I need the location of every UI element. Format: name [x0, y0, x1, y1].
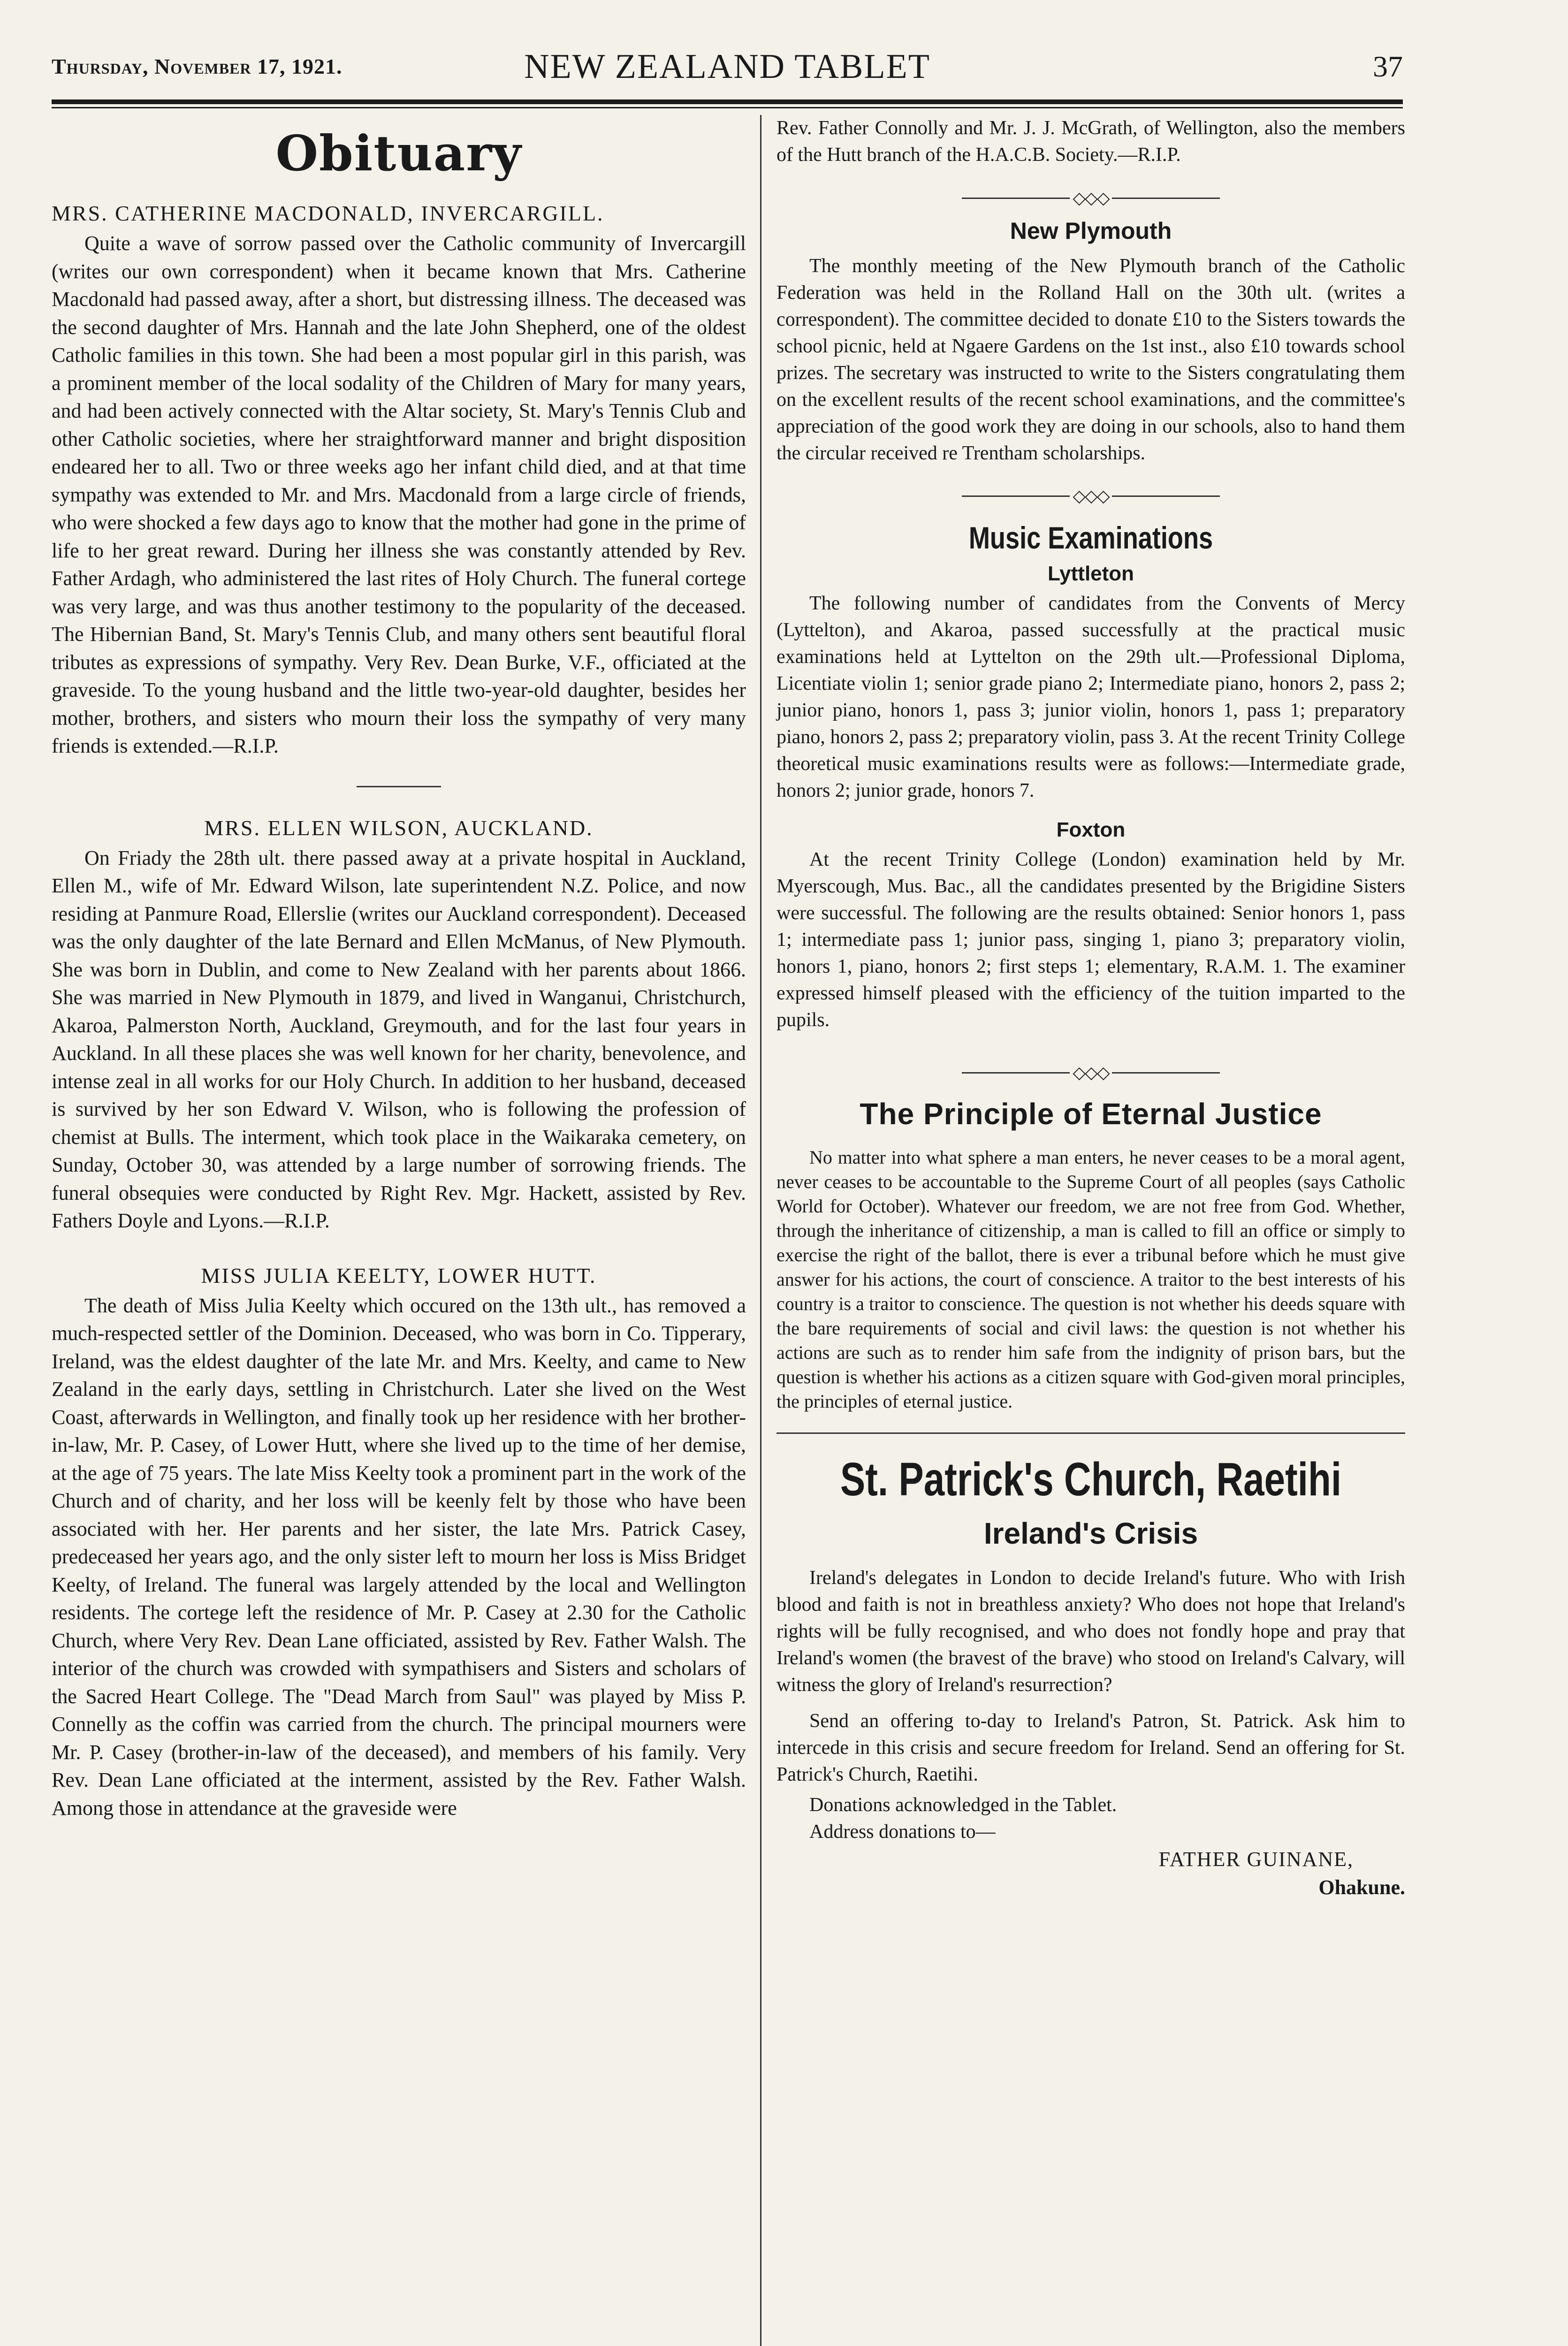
irelands-crisis-title: Ireland's Crisis	[983, 1516, 1198, 1550]
signature-place: Ohakune.	[1318, 1875, 1405, 1899]
signature-name: FATHER GUINANE,	[1158, 1847, 1354, 1871]
obituary-title: Obituary	[275, 124, 522, 182]
obituary-heading-wilson: MRS. ELLEN WILSON, AUCKLAND.	[204, 815, 594, 840]
ornament-divider: ◇◇◇	[776, 187, 1405, 208]
right-column	[776, 115, 1405, 1902]
obituary-body-wilson: On Friady the 28th ult. there passed away at a private hospital in Auckland, Ellen M., wife of Mr. Edward Wilson, late superintendent N.Z. Police, and now residing at Panmure Road, Ellerslie (writes our Auckland correspondent). Deceased was the only daughter of the late Bernard and Ellen McManus, of New Plymouth. She was born in Dublin, and come to New Zealand with her parents about 1866. She was married in New Plymouth in 1879, and lived in Wanganui, Christchurch, Akaroa, Palmerston North, Auckland, Greymouth, and for the last four years in Auckland. In all these places she was well known for her charity, benevolence, and intense zeal in all works for our Holy Church. In addition to her husband, deceased is survived by her son Edward V. Wilson, who is following the profession of chemist at Bulls. The interment, which took place in the Waikaraka cemetery, on Sunday, October 30, was attended by a large number of sorrowing friends. The funeral obsequies were conducted by Right Rev. Mgr. Hackett, assisted by Rev. Fathers Doyle and Lyons.—R.I.P.	[52, 846, 746, 1232]
eternal-justice-title: The Principle of Eternal Justice	[860, 1097, 1322, 1131]
music-examinations-title: Music Examinations	[968, 520, 1213, 555]
obituary-heading-macdonald: MRS. CATHERINE MACDONALD, INVERCARGILL.	[52, 201, 604, 225]
raetihi-para-3: Donations acknowledged in the Tablet.	[809, 1794, 1117, 1816]
lyttleton-title: Lyttleton	[1047, 562, 1134, 585]
spacer	[52, 1235, 746, 1263]
ornament-divider: ◇◇◇	[776, 1062, 1405, 1082]
page-header	[52, 45, 1403, 96]
obituary-heading-keelty: MISS JULIA KEELTY, LOWER HUTT.	[201, 1263, 597, 1287]
raetihi-title: St. Patrick's Church, Raetihi	[840, 1453, 1342, 1506]
new-plymouth-body: The monthly meeting of the New Plymouth branch of the Catholic Federation was held in the Rolland Hall on the 30th ult. (writes a correspondent). The committee decided to donate £10 to the Sisters towards the school picnic, held at Ngaere Gardens on the 1st inst., also £10 towards school prizes. The secretary was instructed to write to the Sisters congratulating them on the excellent results of the recent school examinations, and the committee's appreciation of the good work they are doing in our schools, also to hand them the circular received re Trentham scholarships.	[776, 255, 1405, 464]
raetihi-para-2: Send an offering to-day to Ireland's Patron, St. Patrick. Ask him to intercede in this crisis and secure freedom for Ireland. Send an offering for St. Patrick's Church, Raetihi.	[776, 1710, 1405, 1785]
new-plymouth-title: New Plymouth	[1010, 217, 1172, 244]
obituary-body-macdonald: Quite a wave of sorrow passed over the Catholic community of Invercargill (writes our own correspondent) when it became known that Mrs. Catherine Macdonald had passed away, after a short, but distressing illness. The deceased was the second daughter of Mrs. Hannah and the late John Shepherd, one of the oldest Catholic families in this town. She had been a most popular girl in this parish, was a prominent member of the local sodality of the Children of Mary for many years, and had been actively connected with the Altar society, St. Mary's Tennis Club and other Catholic societies, where her straightforward manner and bright disposition endeared her to all. Two or three weeks ago her infant child died, and at that time sympathy was extended to Mr. and Mrs. Macdonald from a large circle of friends, who were shocked a few days ago to know that the mother had gone in the prime of life to her great reward. During her illness she was constantly attended by Rev. Father Ardagh, who administered the last rites of Holy Church. The funeral cortege was very large, and was thus another testimony to the popularity of the deceased. The Hibernian Band, St. Mary's Tennis Club, and many others sent beautiful floral tributes as expressions of sympathy. Very Rev. Dean Burke, V.F., officiated at the graveside. To the young husband and the little two-year-old daughter, besides her mother, brothers, and sisters who mourn their loss the sympathy of very many friends is extended.—R.I.P.	[52, 232, 746, 757]
header-date: Thursday, November 17, 1921.	[52, 54, 343, 78]
raetihi-para-1: Ireland's delegates in London to decide Ireland's future. Who with Irish blood and faith is not in breathless anxiety? Who does not hope that Ireland's rights will be fully recognised, and who does not fondly hope and pray that Ireland's women (the bravest of the brave) who stood on Ireland's Calvary, will witness the glory of Ireland's resurrection?	[776, 1567, 1405, 1696]
header-title: NEW ZEALAND TABLET	[524, 47, 930, 86]
lyttleton-body: The following number of candidates from the Convents of Mercy (Lyttelton), and Akaroa, passed successfully at the practical music examinations held at Lyttelton on the 29th ult.—Professional Diploma, Licentiate violin 1; senior grade piano 2; Intermediate piano, honors 2, pass 2; junior piano, honors 1, pass 3; junior violin, honors 1, pass 1; preparatory piano, honors 2, pass 2; preparatory violin, pass 3. At the recent Trinity College theoretical music examinations results were as follows:—Intermediate grade, honors 2; junior grade, honors 7.	[776, 593, 1405, 801]
page-number: 37	[1373, 50, 1403, 83]
header-rule-thin	[52, 107, 1403, 108]
column-divider	[760, 115, 761, 2346]
ornament-divider: ◇◇◇	[776, 486, 1405, 506]
section-divider	[357, 786, 441, 787]
foxton-title: Foxton	[1056, 818, 1126, 841]
raetihi-para-4: Address donations to—	[809, 1820, 996, 1843]
obituary-body-keelty: The death of Miss Julia Keelty which occured on the 13th ult., has removed a much-respected settler of the Dominion. Deceased, who was born in Co. Tipperary, Ireland, was the eldest daughter of the late Mr. and Mrs. Keelty, and came to New Zealand in the early days, settling in Christchurch. Later she lived on the West Coast, afterwards in Wellington, and finally took up her residence with her brother-in-law, Mr. P. Casey, of Lower Hutt, where she lived up to the time of her demise, at the age of 75 years. The late Miss Keelty took a prominent part in the work of the Church and of charity, and her loss will be keenly felt by those who have been associated with her. Her parents and her sister, the late Mrs. Patrick Casey, predeceased her years ago, and the only sister left to mourn her loss is Miss Bridget Keelty, of Ireland. The funeral was largely attended by the local and Wellington residents. The cortege left the residence of Mr. P. Casey at 2.30 for the Catholic Church, where Very Rev. Dean Lane officiated, assisted by Rev. Father Walsh. The interior of the church was crowded with sympathisers and Sisters and scholars of the Sacred Heart College. The "Dead March from Saul" was played by Miss P. Connelly as the coffin was carried from the church. The principal mourners were Mr. P. Casey (brother-in-law of the deceased), and members of his family. Very Rev. Dean Lane officiated at the interment, assisted by the Rev. Father Walsh. Among those in attendance at the graveside were	[52, 1294, 746, 1820]
obituary-continued-keelty: Rev. Father Connolly and Mr. J. J. McGrath, of Wellington, also the members of the Hutt branch of the H.A.C.B. Society.—R.I.P.	[776, 117, 1405, 166]
foxton-body: At the recent Trinity College (London) examination held by Mr. Myerscough, Mus. Bac., all the candidates presented by the Brigidine Sisters were successful. The following are the results obtained: Senior honors 1, pass 1; intermediate pass 1; junior pass, singing 1, piano 3; preparatory violin, honors 1, piano, honors 2; first steps 1; elementary, R.A.M. 1. The examiner expressed himself pleased with the efficiency of the tuition imparted to the pupils.	[776, 849, 1405, 1031]
header-rule	[52, 99, 1403, 104]
left-column	[52, 115, 746, 1822]
eternal-justice-body: No matter into what sphere a man enters, he never ceases to be a moral agent, never ceases to be accountable to the Supreme Court of all peoples (says Catholic World for October). Whatever our freedom, we are not free from God. Whether, through the inheritance of citizenship, a man is called to fill an office or simply to exercise the right of the ballot, there is ever a tribunal before which he must give answer for his actions, the court of conscience. A traitor to the best interests of his country is a traitor to conscience. The question is not whether his deeds square with the bare requirements of social and civil laws: the question is not whether his actions are such as to render him safe from the indignity of prison bars, but the question is whether his actions as a citizen square with God-given moral principles, the principles of eternal justice.	[776, 1146, 1405, 1412]
section-rule	[776, 1432, 1405, 1434]
